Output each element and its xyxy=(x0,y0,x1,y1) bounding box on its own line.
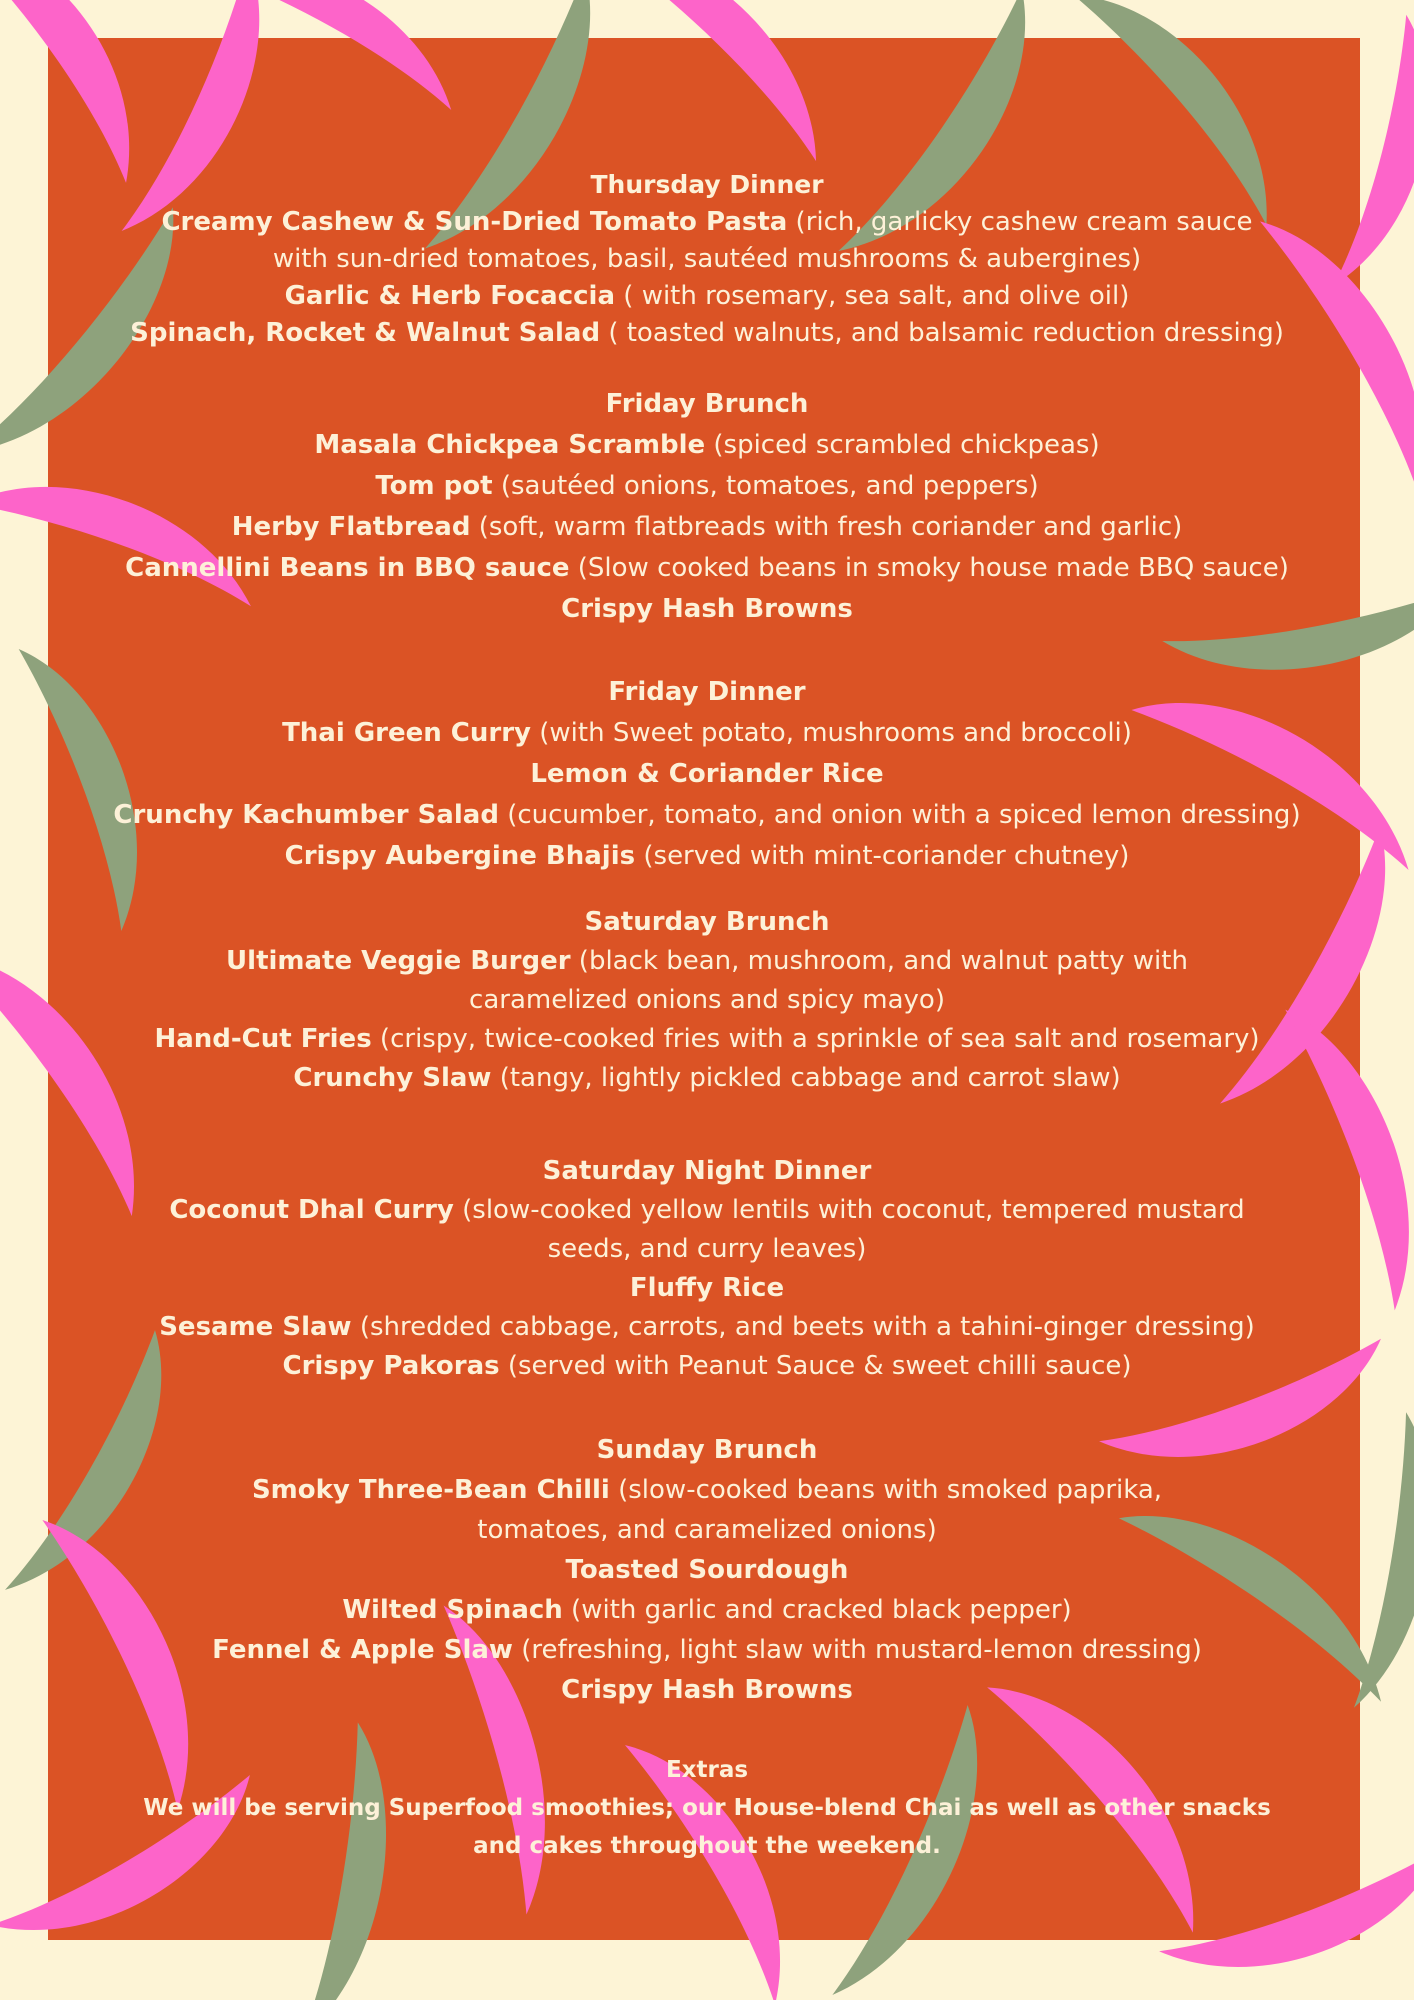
menu-item xyxy=(60,1470,1354,1510)
section-heading: Extras xyxy=(665,1757,749,1783)
section-extras xyxy=(60,1751,1354,1865)
menu-item-continued: tomatoes, and caramelized onions) xyxy=(477,1515,937,1545)
menu-item xyxy=(60,315,1354,352)
section-heading: Sunday Brunch xyxy=(596,1435,818,1465)
menu-item-continued: caramelized onions and spicy mayo) xyxy=(469,985,945,1015)
extras-text: and cakes throughout the weekend. xyxy=(473,1833,941,1859)
dish-name: Hand-Cut Fries xyxy=(154,1024,372,1054)
section-saturday-brunch xyxy=(60,903,1354,1098)
dish-description: (Slow cooked beans in smoky house made BBQ sauce) xyxy=(569,553,1289,583)
dish-description: (with garlic and cracked black pepper) xyxy=(562,1595,1072,1625)
menu-item xyxy=(60,1670,1354,1710)
dish-name: Crispy Aubergine Bhajis xyxy=(284,841,636,871)
dish-description: (refreshing, light slaw with mustard-lemon dressing) xyxy=(512,1635,1202,1665)
dish-name: Crispy Hash Browns xyxy=(561,594,853,624)
menu-item xyxy=(60,942,1354,981)
dish-name: Crunchy Kachumber Salad xyxy=(113,800,499,830)
dish-description: (rich, garlicky cashew cream sauce xyxy=(787,207,1253,237)
dish-description: ( with rosemary, sea salt, and olive oil) xyxy=(615,281,1130,311)
menu-item xyxy=(60,1590,1354,1630)
menu-item-continued: seeds, and curry leaves) xyxy=(547,1234,867,1264)
menu-item xyxy=(60,1550,1354,1590)
dish-description: (served with Peanut Sauce & sweet chilli sauce) xyxy=(499,1351,1132,1381)
dish-name: Ultimate Veggie Burger xyxy=(226,946,571,976)
section-saturday-night-dinner xyxy=(60,1152,1354,1386)
dish-description: (served with mint-coriander chutney) xyxy=(635,841,1130,871)
dish-name: Fluffy Rice xyxy=(629,1273,785,1303)
dish-name: Fennel & Apple Slaw xyxy=(212,1635,513,1665)
dish-name: Thai Green Curry xyxy=(282,718,531,748)
menu-item xyxy=(60,425,1354,466)
section-sunday-brunch xyxy=(60,1430,1354,1710)
dish-description: (crispy, twice-cooked fries with a sprinkle of sea salt and rosemary) xyxy=(371,1024,1260,1054)
dish-description: (slow-cooked yellow lentils with coconut, tempered mustard xyxy=(453,1195,1245,1225)
dish-name: Crispy Hash Browns xyxy=(561,1675,853,1705)
menu-item xyxy=(60,1347,1354,1386)
menu-item xyxy=(60,713,1354,754)
dish-description: (black bean, mushroom, and walnut patty with xyxy=(570,946,1188,976)
dish-name: Masala Chickpea Scramble xyxy=(314,430,706,460)
dish-name: Creamy Cashew & Sun-Dried Tomato Pasta xyxy=(161,207,788,237)
section-heading: Thursday Dinner xyxy=(590,170,824,199)
dish-name: Toasted Sourdough xyxy=(565,1555,849,1585)
dish-name: Lemon & Coriander Rice xyxy=(530,759,884,789)
dish-name: Wilted Spinach xyxy=(342,1595,563,1625)
menu-item xyxy=(60,1269,1354,1308)
dish-name: Herby Flatbread xyxy=(231,512,471,542)
menu-item-continued: with sun-dried tomatoes, basil, sautéed mushrooms & aubergines) xyxy=(272,244,1142,274)
dish-description: (tangy, lightly pickled cabbage and carrot slaw) xyxy=(491,1063,1121,1093)
section-heading: Saturday Night Dinner xyxy=(542,1156,872,1186)
menu-item xyxy=(60,1059,1354,1098)
section-friday-dinner xyxy=(60,672,1354,877)
dish-description: (cucumber, tomato, and onion with a spiced lemon dressing) xyxy=(498,800,1301,830)
menu-item xyxy=(60,1191,1354,1230)
menu-item xyxy=(60,836,1354,877)
dish-name: Tom pot xyxy=(375,471,493,501)
section-heading: Friday Dinner xyxy=(608,677,806,707)
dish-description: (slow-cooked beans with smoked paprika, xyxy=(609,1475,1163,1505)
menu-item xyxy=(60,1020,1354,1059)
dish-description: (soft, warm flatbreads with fresh coriander and garlic) xyxy=(470,512,1183,542)
dish-name: Spinach, Rocket & Walnut Salad xyxy=(130,318,601,348)
menu-item xyxy=(60,754,1354,795)
menu-item xyxy=(60,507,1354,548)
section-thursday-dinner xyxy=(60,166,1354,352)
menu-item xyxy=(60,1308,1354,1347)
menu-item xyxy=(60,589,1354,630)
dish-name: Sesame Slaw xyxy=(159,1312,352,1342)
menu-item xyxy=(60,1630,1354,1670)
section-friday-brunch xyxy=(60,384,1354,630)
menu-item xyxy=(60,466,1354,507)
dish-name: Cannellini Beans in BBQ sauce xyxy=(125,553,570,583)
menu-item xyxy=(60,278,1354,315)
menu-item xyxy=(60,548,1354,589)
dish-name: Smoky Three-Bean Chilli xyxy=(251,1475,610,1505)
dish-description: (sautéed onions, tomatoes, and peppers) xyxy=(492,471,1039,501)
section-heading: Saturday Brunch xyxy=(584,907,830,937)
dish-description: (with Sweet potato, mushrooms and broccoli) xyxy=(531,718,1132,748)
dish-description: ( toasted walnuts, and balsamic reduction dressing) xyxy=(600,318,1284,348)
dish-name: Crunchy Slaw xyxy=(293,1063,492,1093)
section-heading: Friday Brunch xyxy=(605,389,809,419)
dish-name: Crispy Pakoras xyxy=(282,1351,500,1381)
dish-name: Garlic & Herb Focaccia xyxy=(284,281,616,311)
dish-description: (spiced scrambled chickpeas) xyxy=(705,430,1100,460)
menu-item xyxy=(60,204,1354,241)
menu-item xyxy=(60,795,1354,836)
extras-text: We will be serving Superfood smoothies; our House-blend Chai as well as other snacks xyxy=(143,1795,1271,1821)
dish-name: Coconut Dhal Curry xyxy=(169,1195,454,1225)
dish-description: (shredded cabbage, carrots, and beets with a tahini-ginger dressing) xyxy=(351,1312,1255,1342)
